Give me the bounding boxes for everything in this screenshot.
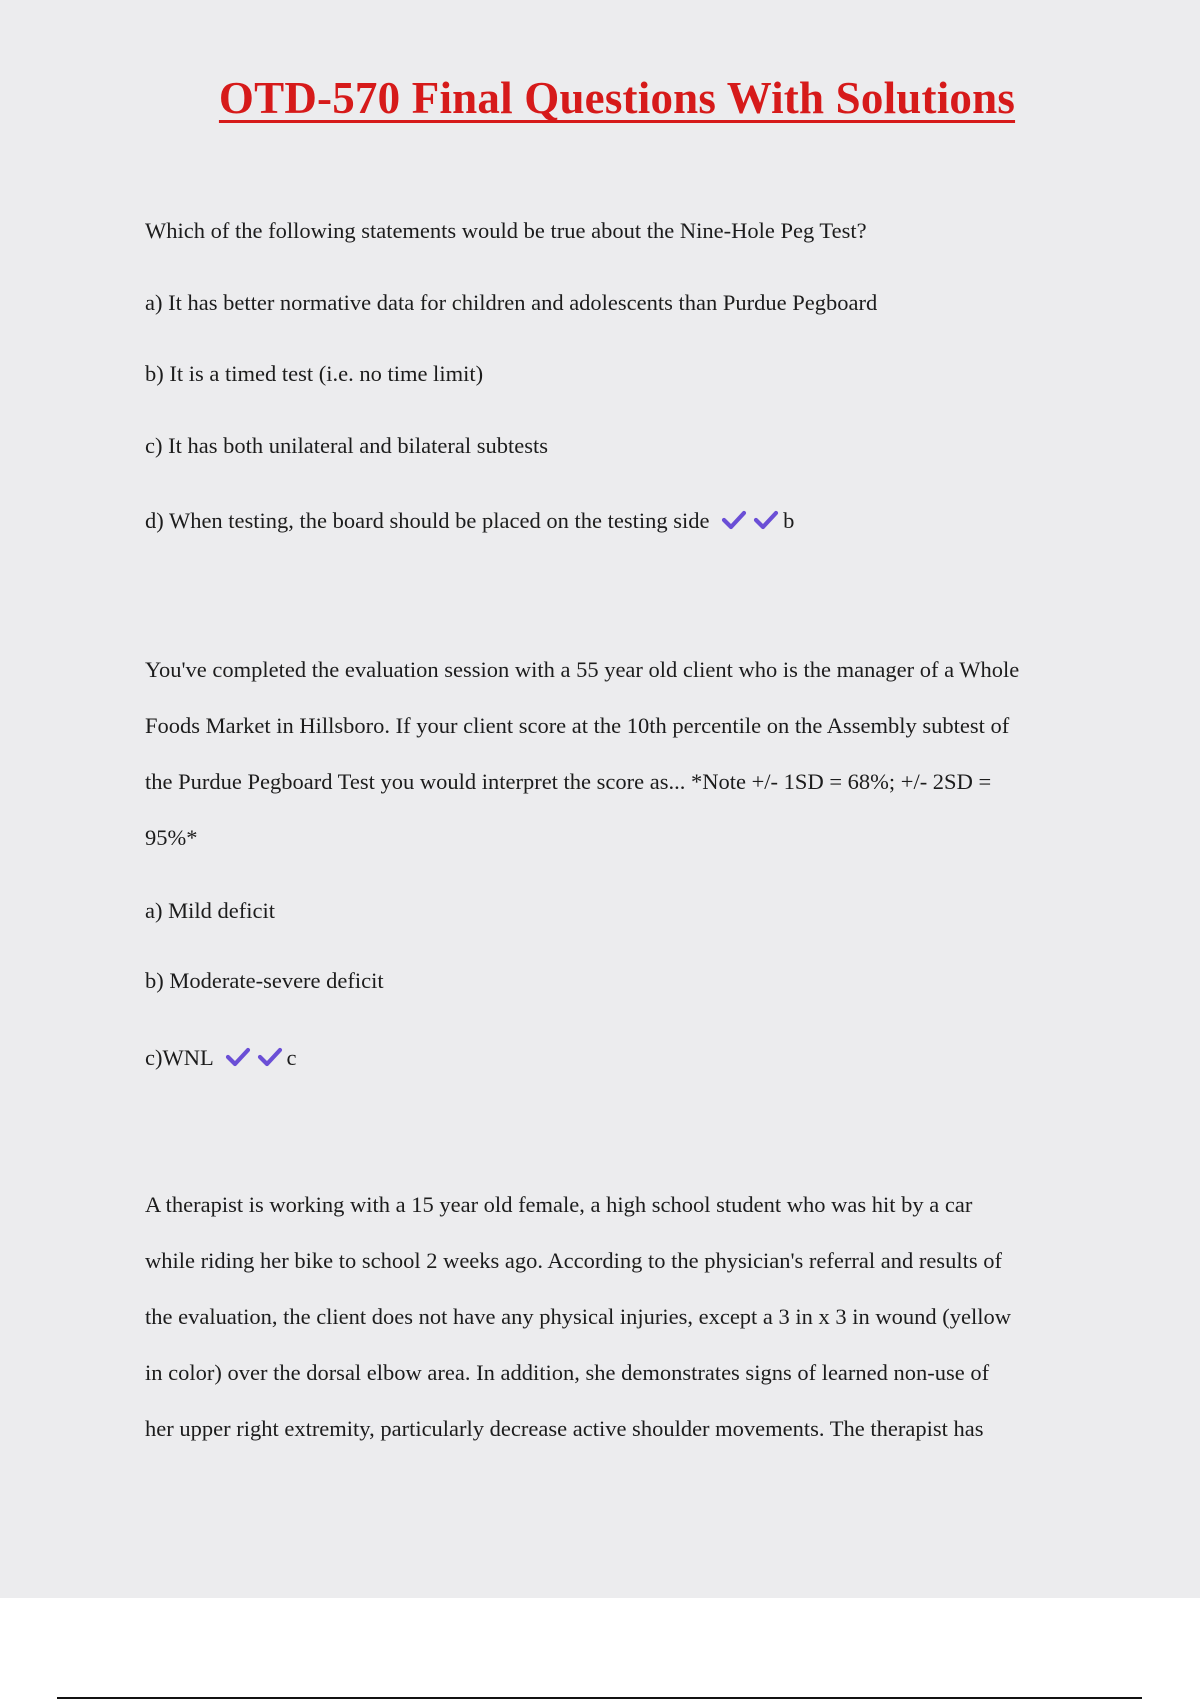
question-2-stem-line: the Purdue Pegboard Test you would interpret the score as... *Note +/- 1SD = 68%; +/- 2SD =	[145, 769, 992, 794]
question-2-answer: c	[286, 1045, 297, 1070]
question-3-stem-line: the evaluation, the client does not have any physical injuries, except a 3 in x 3 in wound (yellow	[145, 1304, 1012, 1329]
question-1-option-a: a) It has better normative data for children and adolescents than Purdue Pegboard	[145, 290, 878, 315]
question-2-option-b: b) Moderate-severe deficit	[145, 968, 384, 993]
checkmark-icon	[753, 509, 779, 531]
question-1-option-d-row	[145, 506, 794, 536]
question-2-option-c-row	[145, 1043, 297, 1073]
question-1-option-d: d) When testing, the board should be placed on the testing side	[145, 508, 710, 533]
question-1-answer: b	[783, 508, 795, 533]
question-3-stem-line: while riding her bike to school 2 weeks ago. According to the physician's referral and results of	[145, 1248, 1002, 1273]
question-2-option-c: c)WNL	[145, 1045, 213, 1070]
question-1-option-c: c) It has both unilateral and bilateral subtests	[145, 433, 549, 458]
question-2-stem-line: Foods Market in Hillsboro. If your client score at the 10th percentile on the Assembly subtest of	[145, 713, 1010, 738]
question-3-stem-line: A therapist is working with a 15 year old female, a high school student who was hit by a car	[145, 1192, 973, 1217]
question-3-stem-line: her upper right extremity, particularly decrease active shoulder movements. The therapist has	[145, 1416, 984, 1441]
footer-rule	[57, 1697, 1142, 1699]
checkmark-icon	[257, 1046, 283, 1068]
question-1-stem: Which of the following statements would be true about the Nine-Hole Peg Test?	[145, 218, 867, 243]
question-2-stem	[145, 642, 1095, 866]
question-2-option-a: a) Mild deficit	[145, 898, 275, 923]
question-3-stem	[145, 1177, 1095, 1457]
checkmark-icon	[225, 1046, 251, 1068]
question-3-stem-line: in color) over the dorsal elbow area. In addition, she demonstrates signs of learned non-use of	[145, 1360, 990, 1385]
question-1-option-b: b) It is a timed test (i.e. no time limit)	[145, 361, 484, 386]
question-2-stem-line: You've completed the evaluation session with a 55 year old client who is the manager of a Whole	[145, 657, 1020, 682]
question-2-stem-line: 95%*	[145, 825, 198, 850]
document-title: OTD-570 Final Questions With Solutions	[218, 73, 1016, 123]
checkmark-icon	[721, 509, 747, 531]
